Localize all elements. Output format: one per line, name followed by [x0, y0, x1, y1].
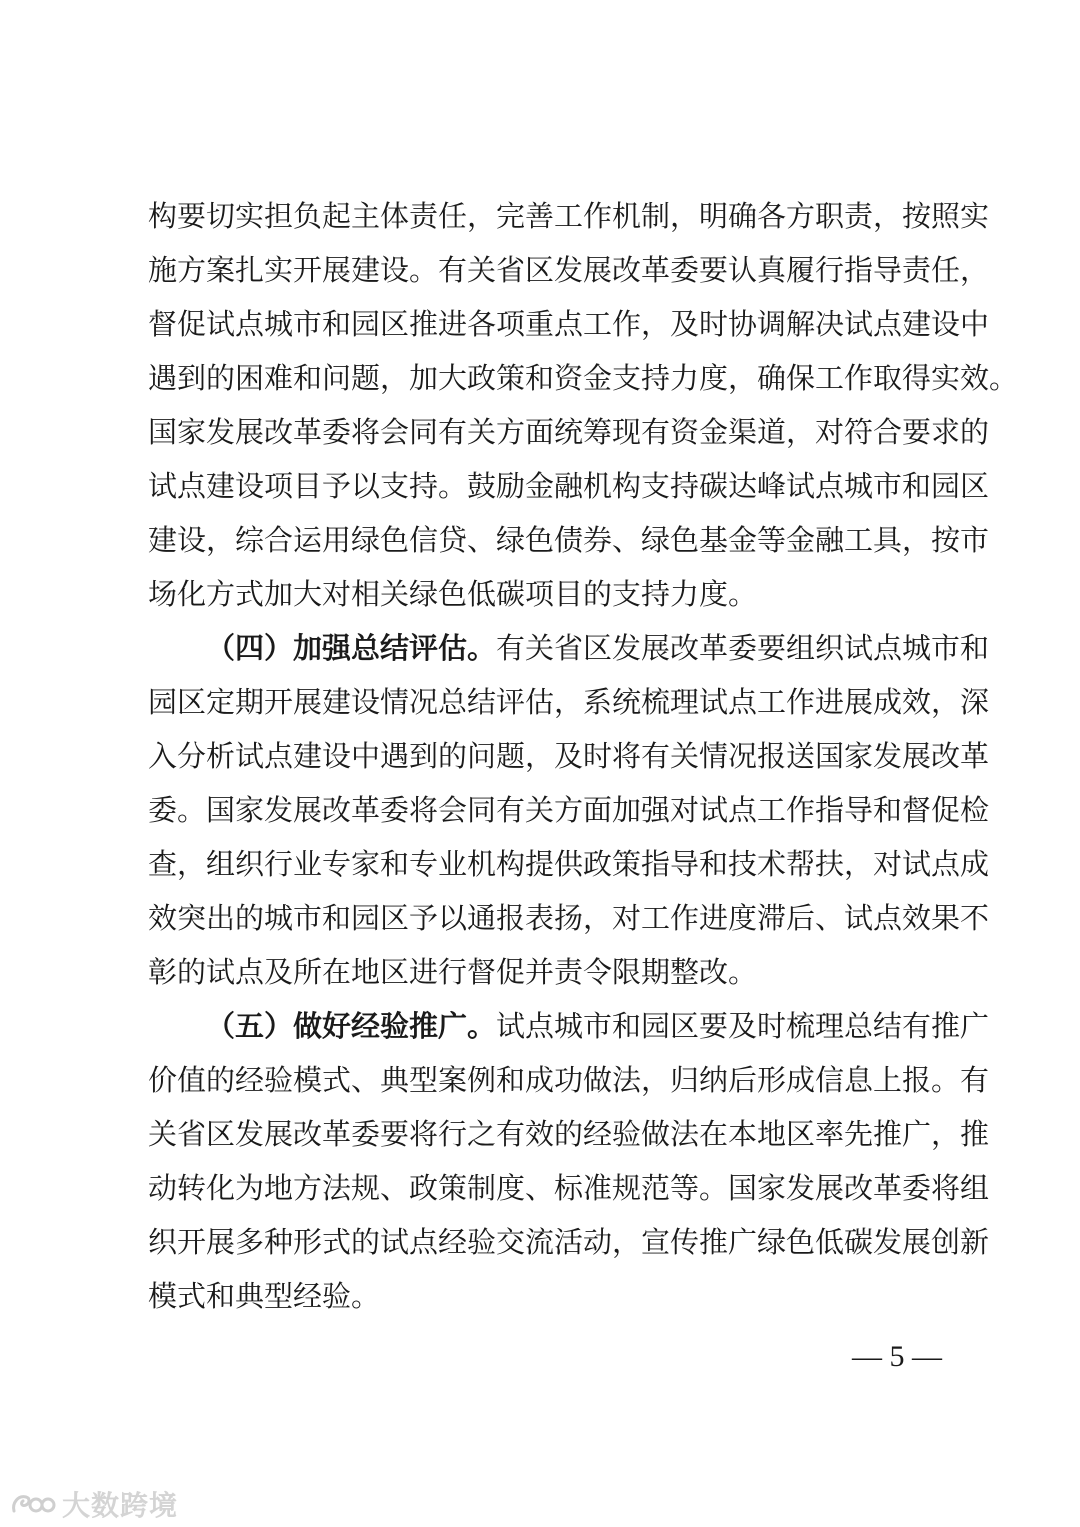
body-line: 关省区发展改革委要将行之有效的经验做法在本地区率先推广，推: [148, 1117, 990, 1151]
section-4-text: 有关省区发展改革委要组织试点城市和: [496, 631, 990, 665]
watermark: [10, 1484, 178, 1524]
brand-logo-icon: [10, 1489, 56, 1519]
section-4-first-line: [148, 628, 990, 668]
body-line: 施方案扎实开展建设。有关省区发展改革委要认真履行指导责任，: [148, 253, 990, 287]
body-line: 场化方式加大对相关绿色低碳项目的支持力度。: [148, 577, 758, 611]
body-line: 试点建设项目予以支持。鼓励金融机构支持碳达峰试点城市和园区: [148, 469, 990, 503]
body-line: 动转化为地方法规、政策制度、标准规范等。国家发展改革委将组: [148, 1171, 990, 1205]
body-line: 彰的试点及所在地区进行督促并责令限期整改。: [148, 955, 758, 989]
section-4-heading: （四）加强总结评估。: [206, 631, 497, 665]
body-line: 价值的经验模式、典型案例和成功做法，归纳后形成信息上报。有: [148, 1063, 990, 1097]
page-number: — 5 —: [852, 1340, 942, 1373]
body-line: 督促试点城市和园区推进各项重点工作，及时协调解决试点建设中: [148, 307, 990, 341]
body-line: 模式和典型经验。: [148, 1279, 381, 1313]
section-5-text: 试点城市和园区要及时梳理总结有推广: [496, 1009, 990, 1043]
body-line: 构要切实担负起主体责任，完善工作机制，明确各方职责，按照实: [148, 199, 990, 233]
body-line: 查，组织行业专家和专业机构提供政策指导和技术帮扶，对试点成: [148, 847, 990, 881]
watermark-text: 大数跨境: [62, 1489, 179, 1522]
body-line: 委。国家发展改革委将会同有关方面加强对试点工作指导和督促检: [148, 793, 990, 827]
body-line: 效突出的城市和园区予以通报表扬，对工作进度滞后、试点效果不: [148, 901, 990, 935]
body-line: 织开展多种形式的试点经验交流活动，宣传推广绿色低碳发展创新: [148, 1225, 990, 1259]
body-line: 入分析试点建设中遇到的问题，及时将有关情况报送国家发展改革: [148, 739, 990, 773]
body-line: 园区定期开展建设情况总结评估，系统梳理试点工作进展成效，深: [148, 685, 990, 719]
section-5-first-line: [148, 1006, 990, 1046]
body-line: 建设，综合运用绿色信贷、绿色债券、绿色基金等金融工具，按市: [148, 523, 990, 557]
body-line: 遇到的困难和问题，加大政策和资金支持力度，确保工作取得实效。: [148, 361, 1019, 395]
section-5-heading: （五）做好经验推广。: [206, 1009, 497, 1043]
body-line: 国家发展改革委将会同有关方面统筹现有资金渠道，对符合要求的: [148, 415, 990, 449]
